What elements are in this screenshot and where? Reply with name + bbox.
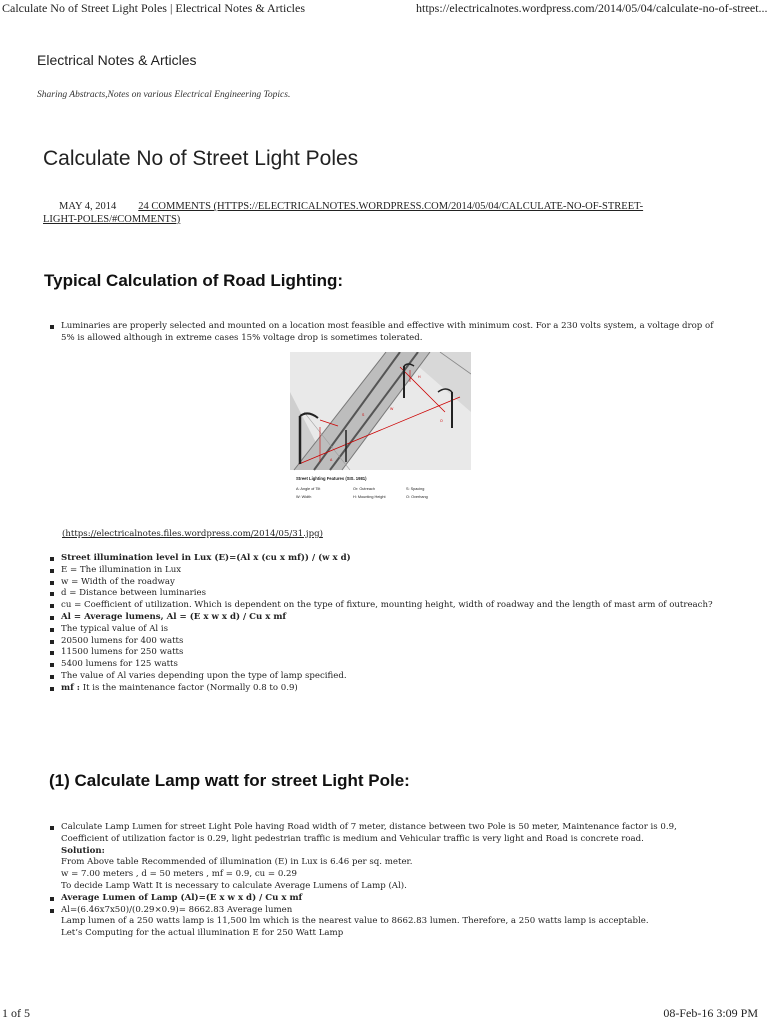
figure-legend-entry: A: Angle of Tilt — [296, 487, 321, 491]
image-link[interactable]: (https://electricalnotes.files.wordpress.com/2014/05/31.jpg) — [62, 529, 323, 539]
figure-legend-entry: O: Overhang — [406, 495, 428, 499]
print-header — [0, 0, 768, 20]
list-item-text: cu = Coefficient of utilization. Which is dependent on the type of fixture, mounting height, width of roadway and the length of mast arm of outreach? — [61, 600, 713, 611]
post-date: MAY 4, 2014 — [59, 201, 117, 212]
post-title: Calculate No of Street Light Poles — [43, 147, 359, 170]
list-item — [48, 822, 720, 893]
list-item-text: The typical value of Al is — [61, 623, 169, 634]
list-item — [48, 577, 718, 589]
result-line: Lamp lumen of a 250 watts lamp is 11,500 lm which is the nearest value to 8662.83 lumen. Therefore, a 250 watts lamp is acceptable. — [61, 916, 649, 927]
intro-list — [48, 321, 718, 345]
list-item — [48, 624, 718, 636]
definitions-list — [48, 553, 718, 695]
mf-label: mf : — [61, 682, 80, 693]
list-item — [48, 647, 718, 659]
street-lighting-figure[interactable] — [290, 352, 471, 510]
svg-text:A: A — [330, 458, 333, 462]
formula-illumination: Street illumination level in Lux (E)=(Al x (cu x mf)) / (w x d) — [61, 553, 351, 563]
figure-legend-entry: Or: Outreach — [353, 487, 375, 491]
svg-text:H: H — [418, 375, 421, 379]
figure-legend-entry: W: Width — [296, 495, 312, 499]
al-calculation: Al=(6.46x7x50)/(0.29×0.9)= 8662.83 Average lumen — [61, 904, 293, 915]
list-item — [48, 588, 718, 600]
formula-average-lumen-lamp: Average Lumen of Lamp (Al)=(E x w x d) / Cu x mf — [61, 892, 303, 903]
print-page-title: Calculate No of Street Light Poles | Electrical Notes & Articles — [2, 1, 305, 15]
formula-average-lumens: Al = Average lumens, Al = (E x w x d) / Cu x mf — [61, 611, 287, 622]
list-item — [48, 565, 718, 577]
figure-legend-entry: S: Spacing — [406, 487, 425, 491]
calculation-list — [48, 822, 720, 940]
list-item-text: The value of Al varies depending upon the type of lamp specified. — [61, 670, 347, 681]
list-item — [48, 636, 718, 648]
comments-link[interactable] — [43, 201, 643, 225]
list-item-text: 20500 lumens for 400 watts — [61, 635, 184, 646]
solution-line: To decide Lamp Watt It is necessary to calculate Average Lumens of Lamp (Al). — [61, 880, 407, 891]
list-item — [48, 671, 718, 683]
list-item — [48, 905, 720, 940]
list-item-text: d = Distance between luminaries — [61, 588, 206, 599]
list-item-text: 5400 lumens for 125 watts — [61, 659, 178, 670]
question-text: Calculate Lamp Lumen for street Light Pole having Road width of 7 meter, distance between two Pole is 50 meter, Maintenance factor is 0.9, Coefficient of utilization factor is 0.29, light pedestrian traffic is medium and Vehicular traffic is very light and Road is concrete road. — [61, 822, 677, 844]
page-counter: 1 of 5 — [2, 1006, 30, 1020]
post-meta — [43, 200, 733, 226]
figure-caption-title: Street Lighting Features (SIS. 1981) — [296, 476, 367, 481]
print-page-url: https://electricalnotes.wordpress.com/2014/05/04/calculate-no-of-street... — [416, 1, 768, 15]
figure-legend-entry: H: Mounting Height — [353, 495, 386, 499]
list-item — [48, 683, 718, 695]
list-item — [48, 553, 718, 565]
comments-link-line2: LIGHT-POLES/#COMMENTS) — [43, 214, 181, 225]
list-item-text: 11500 lumens for 250 watts — [61, 647, 184, 658]
section-heading-lamp-watt: (1) Calculate Lamp watt for street Light Pole: — [49, 771, 410, 790]
svg-text:S: S — [362, 413, 365, 417]
list-item — [48, 893, 720, 905]
solution-label: Solution: — [61, 845, 105, 856]
solution-line: w = 7.00 meters , d = 50 meters , mf = 0.9, cu = 0.29 — [61, 869, 297, 880]
list-item — [48, 612, 718, 624]
result-line: Let’s Computing for the actual illumination E for 250 Watt Lamp — [61, 928, 344, 939]
list-item — [48, 659, 718, 671]
svg-text:W: W — [390, 407, 394, 411]
comments-link-line1: 24 COMMENTS (HTTPS://ELECTRICALNOTES.WORDPRESS.COM/2014/05/04/CALCULATE-NO-OF-STREET- — [138, 201, 644, 212]
print-datetime: 08-Feb-16 3:09 PM — [663, 1006, 758, 1020]
list-item-text: E = The illumination in Lux — [61, 564, 182, 575]
list-item-text: w = Width of the roadway — [61, 576, 175, 587]
site-title[interactable]: Electrical Notes & Articles — [37, 52, 197, 68]
list-item — [48, 321, 718, 345]
svg-text:O: O — [440, 419, 443, 423]
section-heading-road-lighting: Typical Calculation of Road Lighting: — [44, 271, 344, 290]
list-item-text: It is the maintenance factor (Normally 0.8 to 0.9) — [79, 682, 298, 693]
intro-text: Luminaries are properly selected and mounted on a location most feasible and effective with minimum cost. For a 230 volts system, a voltage drop of 5% is allowed although in extreme cases 15% voltage drop is sometimes tolerated. — [61, 321, 714, 343]
list-item — [48, 600, 718, 612]
solution-line: From Above table Recommended of illumination (E) in Lux is 6.46 per sq. meter. — [61, 857, 413, 868]
site-tagline: Sharing Abstracts,Notes on various Electrical Engineering Topics. — [37, 90, 291, 100]
print-footer — [0, 1006, 768, 1024]
